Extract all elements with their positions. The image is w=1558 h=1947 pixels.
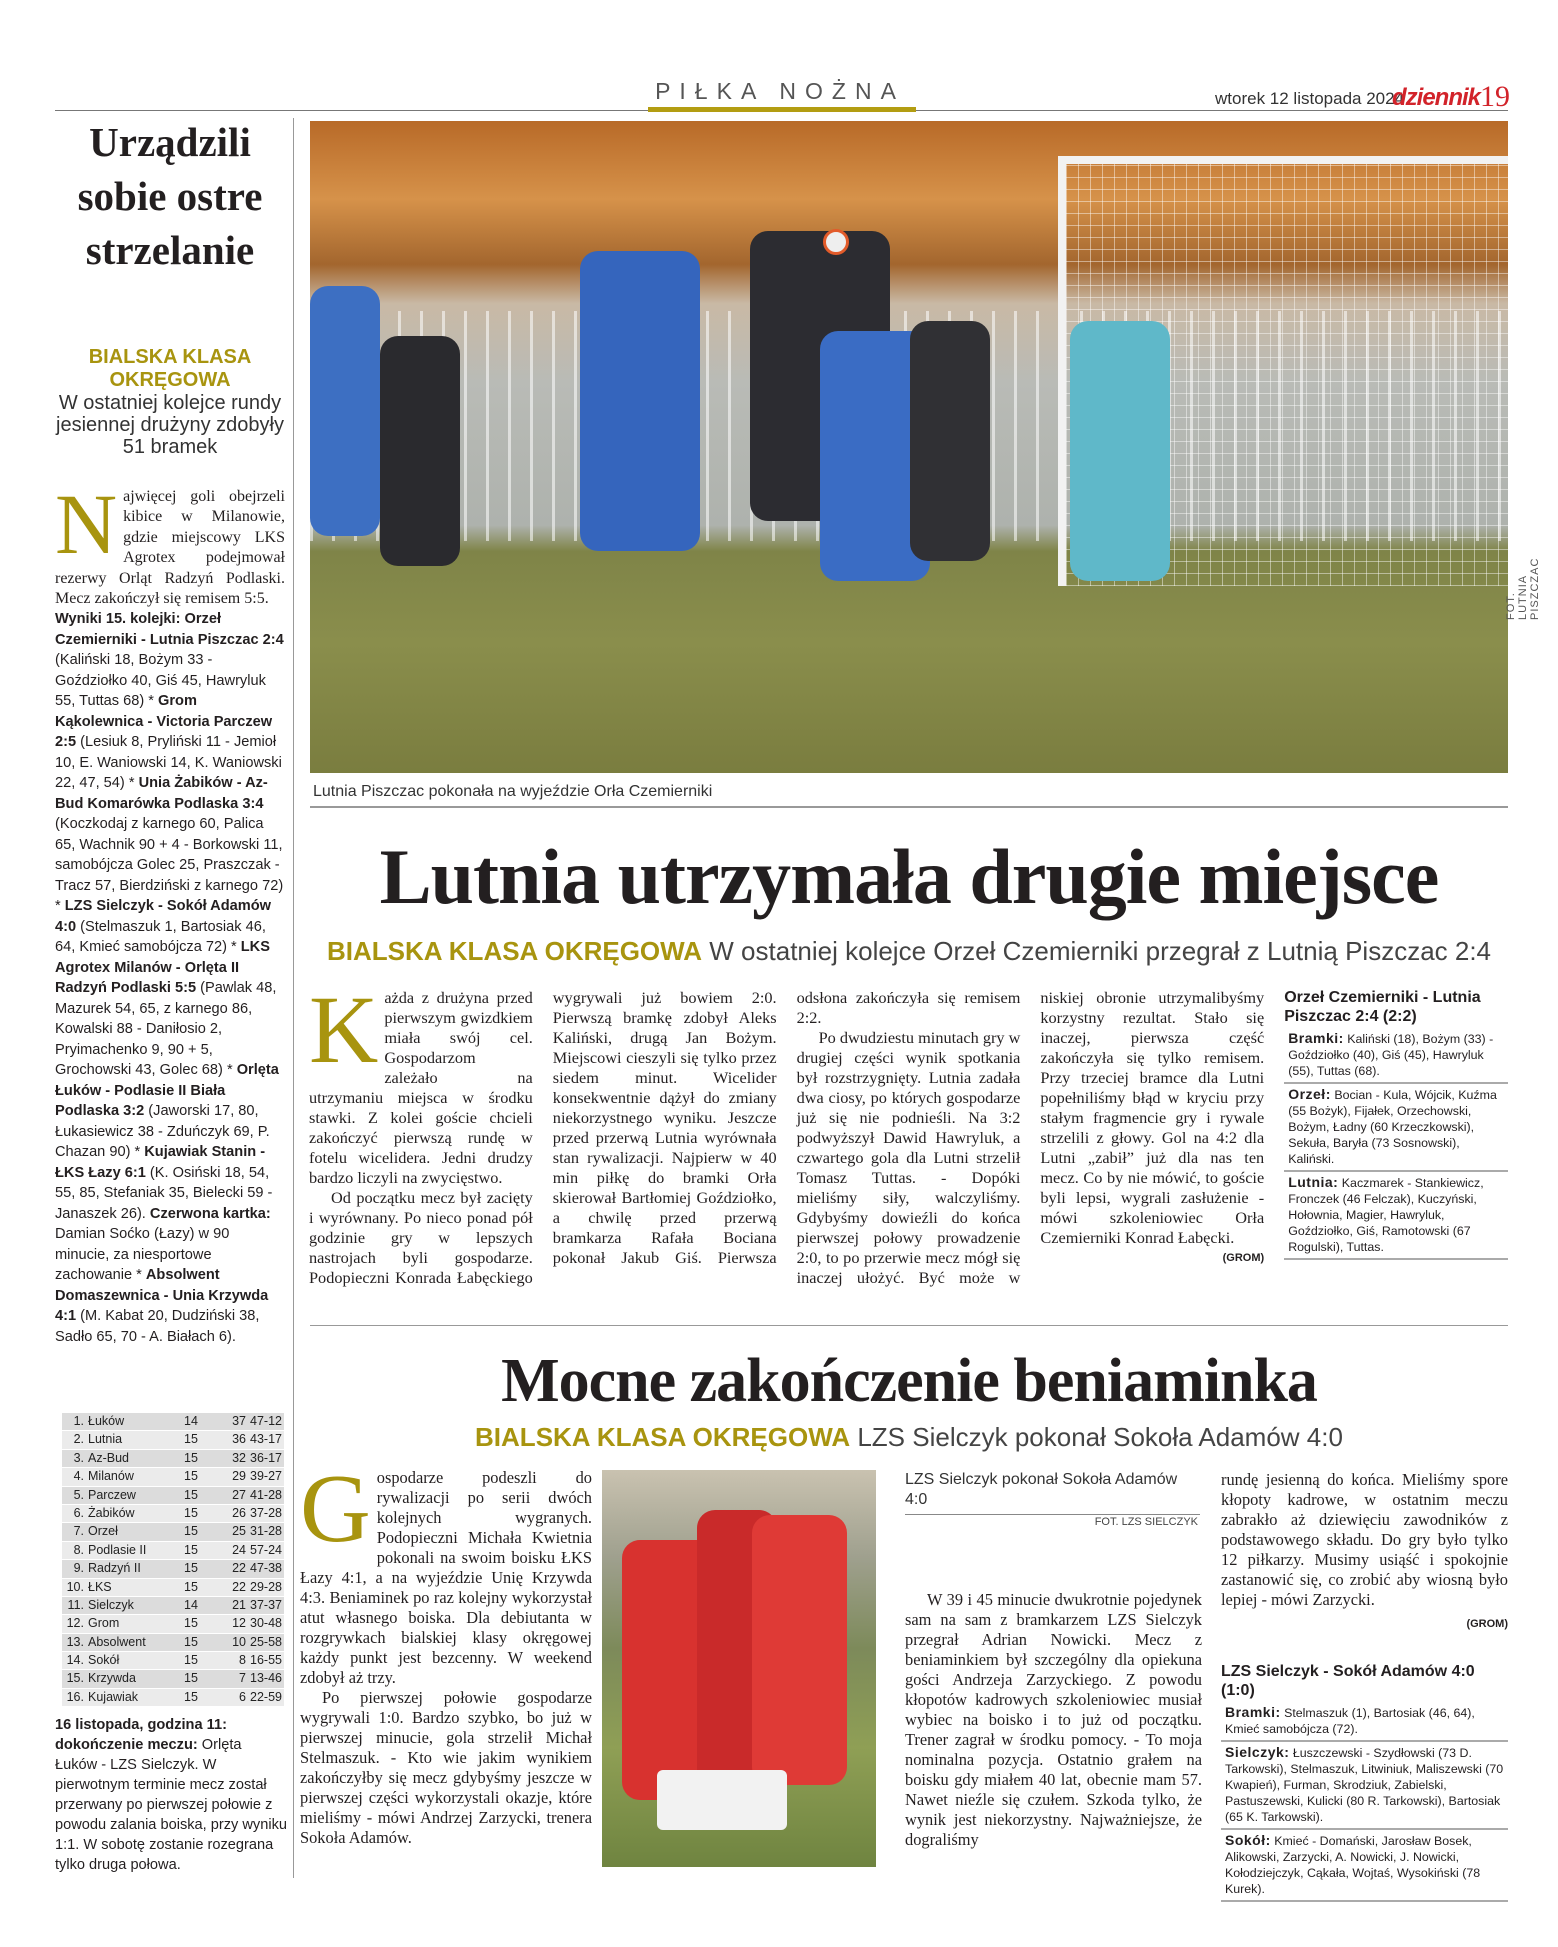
sidebar-headline: Urządzili sobie ostre strzelanie <box>77 119 263 273</box>
player-figure <box>310 286 380 536</box>
lineup-label: Bramki: <box>1288 1030 1344 1046</box>
drop-cap: G <box>300 1455 371 1563</box>
article-paragraph: W 39 i 45 minucie dwukrotnie pojedynek sam na sam z bramkarzem LZS Sielczyk przegrał Adrian Nowicki. Mecz z beniaminkiem był szczególny dla opiekuna gości Andrzeja Zarzyckiego. Z powodu kłopotów kadrowych szkoleniowiec musiał wybiec na boisko i to już od początku. Trener zagrał w środku pomocy. - To moja nominalna pozycja. Ostatnio grałem na boisku gdy miałem 40 lat, obecnie mam 57. Nawet nieźle się czułem. Szkoda tylko, że wynik jest niekorzystny. Najważniejsze, że dograliśmy <box>905 1590 1202 1849</box>
lineup-item <box>1221 1742 1508 1830</box>
table-cell-p: 8 <box>239 1653 246 1668</box>
result-match: LZS Sielczyk - Sokół Adamów 4:0 <box>55 898 271 935</box>
table-cell-m: 15 <box>184 1469 198 1484</box>
table-cell-p: 29 <box>232 1469 246 1484</box>
table-cell-g: 25-58 <box>250 1634 282 1649</box>
table-cell-team: Absolwent <box>88 1634 146 1649</box>
table-cell-pos: 5. <box>73 1487 84 1502</box>
table-row <box>62 1689 284 1707</box>
sidebar-deck: W ostatniej kolejce rundy jesiennej drużyny zdobyły 51 bramek <box>56 392 284 458</box>
table-cell-pos: 9. <box>73 1561 84 1576</box>
lineup-item <box>1284 1172 1508 1260</box>
table-cell-m: 15 <box>184 1634 198 1649</box>
article-paragraph <box>309 976 533 1188</box>
player-figure <box>910 321 990 561</box>
article-subhead <box>310 936 1508 967</box>
table-row <box>62 1542 284 1560</box>
table-row <box>62 1523 284 1541</box>
table-cell-team: Radzyń II <box>88 1561 141 1576</box>
match-photo <box>310 121 1508 773</box>
table-cell-m: 15 <box>184 1487 198 1502</box>
table-cell-team: Orzeł <box>88 1524 118 1539</box>
table-cell-g: 41-28 <box>250 1487 282 1502</box>
ball-icon <box>823 229 849 255</box>
table-cell-pos: 6. <box>73 1505 84 1520</box>
table-cell-g: 47-12 <box>250 1414 282 1428</box>
table-cell-g: 47-38 <box>250 1561 282 1576</box>
table-cell-p: 22 <box>232 1579 246 1594</box>
table-cell-m: 14 <box>184 1597 198 1612</box>
table-row <box>62 1487 284 1505</box>
table-row <box>62 1450 284 1468</box>
table-cell-pos: 8. <box>73 1542 84 1557</box>
photo-credit: FOT. LUTNIA PISZCZAC <box>1505 557 1541 620</box>
table-cell-m: 15 <box>184 1450 198 1465</box>
table-row <box>62 1597 284 1615</box>
result-scorers: (Stelmaszuk 1, Bartosiak 46, 64, Kmieć samobójcza 72) * <box>55 918 266 956</box>
paragraph-text: rundę jesienną do końca. Mieliśmy spore kłopoty kadrowe, w ostatnim meczu zabrakło aż dziewięciu zawodników z podstawowego składu. Do gry było tylko 12 piłkarzy. Musimy usiąść i spokojnie zastanowić się, co zrobić aby wiosną było lepiej - mówi Zarzycki. <box>1221 1470 1508 1609</box>
result-scorers: (Pawlak 48, Mazurek 54, 65, z karnego 86, Kowalski 88 - Daniłosio 2, Pryimachenko 9, 90 + 5, Grochowski 43, Golec 68) * <box>55 980 277 1079</box>
table-cell-team: Łuków <box>88 1414 125 1428</box>
lineup-item <box>1284 1084 1508 1172</box>
result-match: Unia Żabików - Az-Bud Komarówka Podlaska 3:4 <box>55 775 268 812</box>
section-rule <box>310 1325 1508 1326</box>
table-cell-g: 16-55 <box>250 1653 282 1668</box>
section-title: PIŁKA NOŻNA <box>655 78 905 104</box>
result-scorers: (Koczkodaj z karnego 60, Palica 65, Wachnik 90 + 4 - Borkowski 11, samobójcza Golec 25, Praszczak - Tracz 57, Bierdziński z karnego 72) * <box>55 816 284 915</box>
lineup-label: Sielczyk: <box>1225 1744 1290 1760</box>
photo-caption: Lutnia Piszczac pokonała na wyjeździe Orła Czemierniki <box>313 783 713 800</box>
table-cell-team: Sokół <box>88 1653 120 1668</box>
table-cell-p: 24 <box>232 1542 246 1557</box>
table-cell-g: 57-24 <box>250 1542 282 1557</box>
table-cell-g: 37-37 <box>250 1597 282 1612</box>
player-figure <box>380 336 460 566</box>
note-heading: 16 listopada, godzina 11: dokończenie meczu: <box>55 1717 227 1753</box>
result-scorers: (Jaworski 17, 80, Łukasiewicz 38 - Zduńczyk 69, P. Chazan 90) * <box>55 1103 270 1161</box>
league-table <box>62 1413 284 1707</box>
photo-caption: LZS Sielczyk pokonał Sokoła Adamów 4:0 <box>905 1470 1200 1515</box>
table-row <box>62 1615 284 1633</box>
table-cell-pos: 4. <box>73 1469 84 1484</box>
table-cell-g: 31-28 <box>250 1524 282 1539</box>
article-body <box>300 1455 592 1848</box>
table-cell-m: 15 <box>184 1579 198 1594</box>
table-cell-pos: 3. <box>73 1450 84 1465</box>
player-figure <box>752 1515 847 1785</box>
table-cell-p: 36 <box>232 1432 246 1447</box>
result-match: Absolwent Domaszewnica - Unia Krzywda 4:1 <box>55 1267 269 1325</box>
table-cell-p: 12 <box>232 1616 246 1631</box>
table-row <box>62 1413 284 1431</box>
table-cell-team: Grom <box>88 1616 120 1631</box>
column-divider <box>293 118 294 1878</box>
issue-date: wtorek 12 listopada 2024 <box>1215 89 1405 108</box>
result-match: LKS Agrotex Milanów - Orlęta II Radzyń Podlaski 5:5 <box>55 939 270 997</box>
table-cell-pos: 13. <box>66 1634 84 1649</box>
drop-cap: N <box>55 476 118 572</box>
subhead-deck: LZS Sielczyk pokonał Sokoła Adamów 4:0 <box>857 1422 1343 1452</box>
table-cell-p: 22 <box>232 1561 246 1576</box>
table-cell-g: 22-59 <box>250 1689 282 1704</box>
table-cell-g: 29-28 <box>250 1579 282 1594</box>
table-cell-team: Żabików <box>88 1505 135 1520</box>
lineup-text: Kmieć - Domański, Jarosław Bosek, Alikowski, Zarzycki, A. Nowicki, J. Nowicki, Kołodziejczyk, Cąkała, Wojtaś, Wysokiński (78 Kurek). <box>1225 1834 1481 1896</box>
lineup-item <box>1284 1028 1508 1084</box>
table-row <box>62 1579 284 1597</box>
lineup-title: Orzeł Czemierniki - Lutnia Piszczac 2:4 (2:2) <box>1284 989 1481 1025</box>
article-paragraph: Po dwudziestu minutach gry w drugiej części wynik spotkania był rozstrzygnięty. Lutnia zadała dwa ciosy, po których gospodarze już się nie podnieśli. Na 3:2 podwyższył Dawid Hawryluk, a czwartego gola dla Lutni strzelił Tomasz Tuttas. - Dopóki mieliśmy siły, walczyliśmy. Gdybyśmy dowieźli do końca pierwszej połowy prowadzenie 2:0, to po przerwie mecz mógł się inaczej ułożyć. Być może w niskiej obronie utrzymalibyśmy korzystny rezultat. Stało się inaczej, pierwsza część zakończyła się tylko remisem. Przy trzeciej bramce dla Lutni popełniliśmy błąd w kryciu przy stałym fragmencie gry i rywale strzelili z głowy. Gol na 4:2 dla Lutni „zabił” już dla nas ten mecz. Co by nie mówić, to goście byli lepsi, wygrali zasłużenie - mówi szkoleniowiec Orła Czemierniki Konrad Łabęcki. <box>796 988 1265 1287</box>
article-headline: Mocne zakończenie beniaminka <box>501 1347 1317 1415</box>
lineup-text: Bocian - Kula, Wójcik, Kuźma (55 Bożyk), Fijałek, Orzechowski, Bożym, Ładny (60 Krzeczkowski), Sekuła, Baryła (73 Sosnowski), Kaliński. <box>1288 1088 1497 1166</box>
table-row <box>62 1431 284 1449</box>
lineup-item <box>1221 1702 1508 1742</box>
result-match: Wyniki 15. kolejki: Orzeł Czemierniki - Lutnia Piszczac 2:4 <box>55 611 284 648</box>
table-cell-p: 10 <box>232 1634 246 1649</box>
paragraph-text: ospodarze podeszli do rywalizacji po serii dwóch kolejnych wygranych. Podopieczni Michała Kwietnia pokonali na swoim boisku ŁKS Łazy 4:1, a na wyjeździe Unię Krzywda 4:3. Beniaminek po raz kolejny wykorzystał atut własnego boiska. Dla debiutanta w rozgrywkach bialskiej klasy okręgowej każdy punkt jest bezcenny. W weekend zdobył aż trzy. <box>300 1468 592 1687</box>
table-cell-m: 15 <box>184 1542 198 1557</box>
table-cell-team: Az-Bud <box>88 1450 129 1465</box>
table-cell-m: 15 <box>184 1524 198 1539</box>
caption-rule <box>310 806 1508 808</box>
author-signature: (GROM) <box>1466 1618 1508 1630</box>
page-number: 19 <box>1480 80 1510 113</box>
lineup-text: Kaczmarek - Stankiewicz, Fronczek (46 Felczak), Kuczyński, Hołownia, Magier, Hawryluk, Goździołko, Giś, Ramotowski (67 Rogulski), Tuttas. <box>1288 1176 1484 1254</box>
table-cell-p: 21 <box>232 1597 246 1612</box>
table-cell-p: 6 <box>239 1689 246 1704</box>
article-headline: Lutnia utrzymała drugie miejsce <box>379 833 1439 920</box>
table-row <box>62 1468 284 1486</box>
lineup-label: Sokół: <box>1225 1832 1271 1848</box>
table-cell-p: 37 <box>232 1414 246 1428</box>
table-cell-team: Milanów <box>88 1469 134 1484</box>
table-cell-g: 30-48 <box>250 1616 282 1631</box>
photo-credit: FOT. LZS SIELCZYK <box>1094 1516 1198 1528</box>
note-text: Orlęta Łuków - LZS Sielczyk. W pierwotnym terminie mecz został przerwany po pierwszej połowie z powodu zalania boiska, przy wyniku 1:1. W sobotę zostanie rozegrana tylko druga połowa. <box>55 1737 288 1873</box>
article-subhead <box>310 1422 1508 1453</box>
table-cell-p: 32 <box>232 1450 246 1465</box>
table-cell-m: 15 <box>184 1671 198 1686</box>
goalkeeper-figure <box>1070 321 1170 581</box>
lineup-text: Łuszczewski - Szydłowski (73 D. Tarkowski), Stelmaszuk, Litwiniuk, Maliszewski (70 Kwapień), Furman, Skrodziuk, Zabielski, Pastuszewski, Kulicki (80 R. Tarkowski), Bartosiak (65 K. Tarkowski). <box>1225 1746 1504 1824</box>
article-paragraph: Od początku mecz był zacięty i wyrównany. Po nieco ponad pół godzinie gry w lepszych nastrojach byli gospodarze. Podopieczni Konrada Łabęckiego wygrywali już bowiem 2:0. Pierwszą bramkę zdobył Aleks Kaliński, drugą Jan Bożym. Miejscowi cieszyli się tylko przez siedem minut. Wicelider konsekwentnie dążył do zmiany niekorzystnego wyniku. Jeszcze przed przerwą Lutnia wyrównała stan rywalizacji. Najpierw w 40 min piłkę do bramki Orła skierował Bartłomiej Goździołko, a chwilę przed przerwą bramkarza Rafała Bociana pokonał Jakub Giś. Pierwsza odsłona zakończyła się remisem 2:2. <box>309 988 1021 1287</box>
result-scorers: (K. Osiński 18, 54, 55, 85, Stefaniak 35, Bielecki 59 - Janaszek 26). <box>55 1164 273 1222</box>
table-cell-pos: 10. <box>66 1579 84 1594</box>
table-cell-p: 7 <box>239 1671 246 1686</box>
table-row <box>62 1670 284 1688</box>
table-cell-team: Parczew <box>88 1487 136 1502</box>
lineup-text: Stelmaszuk (1), Bartosiak (46, 64), Kmieć samobójcza (72). <box>1225 1706 1475 1736</box>
team-celebration-photo <box>602 1470 876 1867</box>
result-scorers: (M. Kabat 20, Dudziński 38, Sadło 65, 70 - A. Białach 6). <box>55 1308 260 1345</box>
article-paragraph-continued <box>1221 1470 1508 1634</box>
lineup-label: Bramki: <box>1225 1704 1281 1720</box>
lineup-title: LZS Sielczyk - Sokół Adamów 4:0 (1:0) <box>1221 1663 1475 1699</box>
table-row <box>62 1560 284 1578</box>
player-figure <box>657 1770 787 1830</box>
subhead-kicker: BIALSKA KLASA OKRĘGOWA <box>475 1422 851 1452</box>
table-cell-g: 36-17 <box>250 1450 282 1465</box>
result-match: Grom Kąkolewnica - Victoria Parczew 2:5 <box>55 693 273 751</box>
table-cell-m: 15 <box>184 1505 198 1520</box>
table-cell-m: 15 <box>184 1616 198 1631</box>
results-list <box>55 609 285 1347</box>
table-cell-g: 39-27 <box>250 1469 282 1484</box>
article-body <box>309 976 1508 1298</box>
table-cell-g: 13-46 <box>250 1671 282 1686</box>
drop-cap: K <box>309 976 379 1083</box>
table-row <box>62 1505 284 1523</box>
table-cell-m: 15 <box>184 1653 198 1668</box>
paragraph-text: ażda z drużyna przed pierwszym gwizdkiem miała swój cel. Gospodarzom zależało na utrzymaniu miejsca w środku stawki. Z kolei goście chcieli zakończyć pierwszą rundę w fotelu wicelidera. Jedni drudzy bardzo liczyli na zwycięstwo. <box>309 988 533 1187</box>
sidebar-lead <box>55 476 285 1347</box>
lineup-item <box>1221 1830 1508 1902</box>
table-row <box>62 1652 284 1670</box>
table-cell-pos: 15. <box>66 1671 84 1686</box>
result-match: Czerwona kartka: <box>149 1205 271 1222</box>
table-cell-pos: 2. <box>73 1432 84 1447</box>
match-lineup-box <box>1284 988 1508 1260</box>
newspaper-logo: dziennik <box>1392 84 1481 111</box>
lineup-label: Lutnia: <box>1288 1174 1339 1190</box>
table-cell-pos: 12. <box>66 1616 84 1631</box>
table-cell-team: Krzywda <box>88 1671 136 1686</box>
sidebar-kicker: BIALSKA KLASA OKRĘGOWA <box>88 346 252 391</box>
subhead-kicker: BIALSKA KLASA OKRĘGOWA <box>326 936 703 966</box>
lead-text: ajwięcej goli obejrzeli kibice w Milanowie, gdzie miejscowy LKS Agrotex podejmował rezerwy Orląt Radzyń Podlaski. Mecz zakończył się remisem 5:5. <box>55 488 285 608</box>
result-match: Kujawiak Stanin - ŁKS Łazy 6:1 <box>55 1144 266 1181</box>
article-paragraph <box>300 1455 592 1688</box>
table-cell-pos: 16. <box>66 1689 84 1704</box>
table-cell-pos: 14. <box>66 1653 84 1668</box>
table-row <box>62 1634 284 1652</box>
result-scorers: (Lesiuk 8, Pryliński 11 - Jemioł 10, E. Waniowski 14, K. Waniowski 22, 47, 54) * <box>55 734 282 792</box>
player-figure <box>580 251 700 551</box>
result-scorers: Damian Soćko (Łazy) w 90 minucie, za niesportowe zachowanie * <box>55 1226 230 1284</box>
table-cell-pos: 11. <box>67 1597 84 1612</box>
table-cell-m: 15 <box>184 1432 198 1447</box>
subhead-deck: W ostatniej kolejce Orzeł Czemierniki przegrał z Lutnią Piszczac 2:4 <box>709 936 1492 966</box>
table-cell-team: Podlasie II <box>88 1542 147 1557</box>
table-cell-p: 27 <box>232 1487 246 1502</box>
table-cell-m: 14 <box>184 1414 198 1428</box>
table-cell-p: 25 <box>232 1524 246 1539</box>
table-cell-g: 37-28 <box>250 1505 282 1520</box>
match-lineup-box <box>1221 1662 1508 1902</box>
result-scorers: (Kaliński 18, Bożym 33 - Goździołko 40, Giś 45, Hawryluk 55, Tuttas 68) * <box>55 652 266 710</box>
table-cell-team: Kujawiak <box>88 1689 139 1704</box>
table-cell-pos: 1. <box>73 1414 84 1428</box>
table-cell-team: Sielczyk <box>88 1597 134 1612</box>
author-signature: (GROM) <box>1222 1252 1265 1264</box>
table-cell-p: 26 <box>232 1505 246 1520</box>
table-cell-team: ŁKS <box>88 1579 112 1594</box>
article-paragraph: Po pierwszej połowie gospodarze wygrywali 1:0. Bardzo szybko, bo już w pierwszej minucie, gola strzelił Michał Stelmaszuk. - Kto wie jakim wynikiem zakończyłby się mecz gdybyśmy jeszcze w pierwszej części wykorzystali okazje, które mieliśmy - mówi Andrzej Zarzycki, trenera Sokoła Adamów. <box>300 1688 592 1847</box>
lineup-text: Kaliński (18), Bożym (33) - Goździołko (40), Giś (45), Hawryluk (55), Tuttas (68). <box>1288 1032 1494 1078</box>
table-cell-pos: 7. <box>73 1524 84 1539</box>
table-cell-g: 43-17 <box>250 1432 282 1447</box>
result-match: Orlęta Łuków - Podlasie II Biała Podlaska 3:2 <box>55 1062 279 1120</box>
table-cell-m: 15 <box>184 1561 198 1576</box>
lineup-label: Orzeł: <box>1288 1086 1331 1102</box>
schedule-note <box>55 1715 287 1875</box>
section-underline <box>648 107 916 112</box>
table-cell-team: Lutnia <box>88 1432 123 1447</box>
table-cell-m: 15 <box>184 1689 198 1704</box>
